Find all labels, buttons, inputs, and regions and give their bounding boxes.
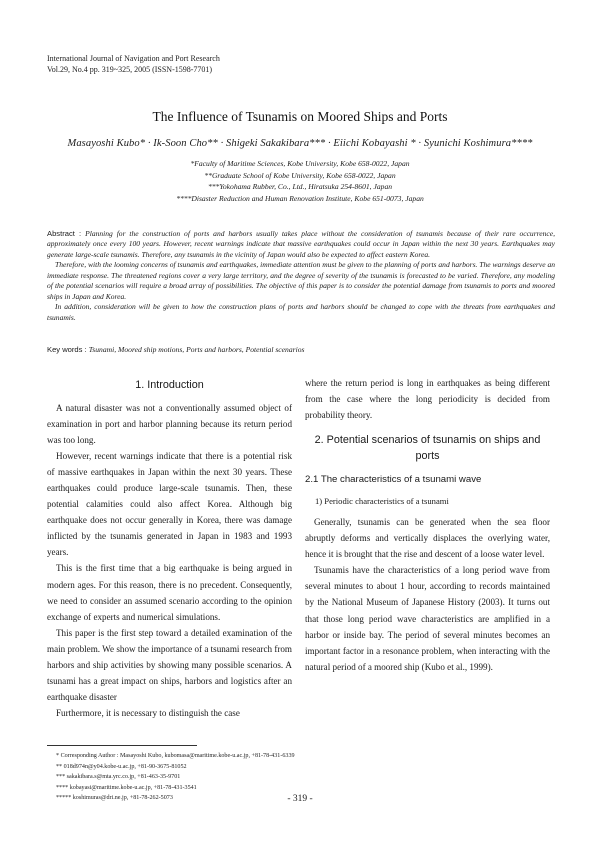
footnote-rule <box>47 745 197 746</box>
footnote: *** sakakibara.s@mta.yrc.co.jp, +81-463-35-9701 <box>56 774 181 781</box>
abstract-paragraph-3: In addition, consideration will be given to how the construction plans of ports and harbors should be changed to cope with the threats from earthquakes and tsunamis. <box>47 302 555 322</box>
keywords <box>47 345 555 354</box>
keywords-value: Tsunami, Moored ship motions, Ports and harbors, Potential scenarios <box>88 345 305 354</box>
body-paragraph: Generally, tsunamis can be generated when the sea floor abruptly deforms and vertically displaces the overlying water, hence it is brought that the rise and descent of a loose water level. <box>305 517 550 560</box>
body-paragraph: However, recent warnings indicate that there is a potential risk of massive earthquakes in Japan within the next 30 years. These earthquakes could produce large-scale tsunamis. Then, these potential calamities could also affect Korea. Although big earthquake does not occur generally in Korea, there was damage inflicted by the tsunamis generated in Japan in 1983 and 1993 years. <box>47 451 292 558</box>
body-paragraph: This paper is the first step toward a detailed examination of the main problem. We show the importance of a tsunami research from harbors and ship activities by showing many possible scenarios. A tsunami has a great impact on ships, harbors and logistics after an earthquake disaster <box>47 627 292 702</box>
affiliation-2: **Graduate School of Kobe University, Kobe 658-0022, Japan <box>204 170 396 180</box>
footnote: * Corresponding Author : Masayoshi Kubo, kubomasa@maritime.kobe-u.ac.jp, +81-78-431-6339 <box>56 753 295 759</box>
body-paragraph: Furthermore, it is necessary to distinguish the case <box>56 707 240 718</box>
section-heading-scenarios: 2. Potential scenarios of tsunamis on ships and ports <box>314 434 541 463</box>
right-column <box>305 375 550 675</box>
subsection-heading: 2.1 The characteristics of a tsunami wave <box>305 474 482 486</box>
journal-volume: Vol.29, No.4 pp. 319~325, 2005 (ISSN-1598-7701) <box>47 65 213 74</box>
author-list: Masayoshi Kubo* · Ik-Soon Cho** · Shigeki Sakakibara*** · Eiichi Kobayashi * · Syunichi Koshimura**** <box>67 138 533 149</box>
body-paragraph: A natural disaster was not a conventionally assumed object of examination in port and harbor planning because its return period was too long. <box>47 403 292 446</box>
footnote: **** kobayasi@maritime.kobe-u.ac.jp, +81-78-431-3541 <box>56 784 197 791</box>
abstract-paragraph-2: Therefore, with the looming concerns of tsunamis and earthquakes, immediate attention must be given to the planning of ports and harbors. The warnings deserve an immediate response. The threatened regions cover a very large territory, and the degree of severity of the tsunamis is forecasted to be varied. Therefore, any modeling of the potential scenarios will require a broad array of possibilities. The objective of this paper is to consider the potential damage from tsunamis to ports and moored ships in Japan and Korea. <box>47 260 555 301</box>
keywords-label: Key words : <box>47 345 89 354</box>
footnote: ***** koshimuras@dri.ne.jp, +81-78-262-5073 <box>56 795 173 802</box>
affiliation-1: *Faculty of Maritime Sciences, Kobe University, Kobe 658-0022, Japan <box>190 159 410 168</box>
abstract-label: Abstract : <box>47 229 86 238</box>
paper-title: The Influence of Tsunamis on Moored Ships and Ports <box>152 109 448 124</box>
affiliation-4: ****Disaster Reduction and Human Renovation Institute, Kobe 651-0073, Japan <box>176 193 424 203</box>
affiliations <box>0 158 600 204</box>
left-column <box>47 375 292 721</box>
journal-name: International Journal of Navigation and Port Research <box>47 54 220 63</box>
page-number: - 319 - <box>287 794 313 804</box>
abstract-paragraph-1: Planning for the construction of ports and harbors usually takes place without the consideration of tsunamis because of their rare occurrence, approximately once every 100 years. However, recent warnings indicate that massive earthquakes could occur in Japan within the next 30 years. Earthquakes may generate large-scale tsunamis. Therefore, any tsunamis in the vicinity of Japan would also be expected to affect eastern Korea. <box>47 229 555 259</box>
affiliation-3: ***Yokohama Rubber, Co., Ltd., Hiratsuka 254-8601, Japan <box>207 182 393 192</box>
footnote: ** 018d974n@y04.kobe-u.ac.jp, +81-90-3675-81052 <box>56 763 187 770</box>
journal-header <box>47 53 220 75</box>
body-paragraph: Tsunamis have the characteristics of a long period wave from several minutes to about 1 hour, according to records maintained by the National Museum of Japanese History (2003). It turns out that those long period wave characteristics are amplified in a harbor or inside bay. The period of several minutes becomes an important factor in a resonance problem, when interacting with the natural period of a moored ship (Kubo et al., 1999). <box>305 565 550 672</box>
body-paragraph-continued: where the return period is long in earthquakes as being different from the case where the long periodicity is decided from probability theory. <box>305 378 550 421</box>
abstract <box>47 229 555 323</box>
subsubsection-heading: 1) Periodic characteristics of a tsunami <box>315 496 449 507</box>
body-paragraph: This is the first time that a big earthquake is being argued in modern ages. For this reason, there is no precedent. Consequently, we need to consider an assumed scenario according to the opinion exchange of experts and numerical simulations. <box>47 563 292 622</box>
section-heading-introduction: 1. Introduction <box>135 379 204 391</box>
